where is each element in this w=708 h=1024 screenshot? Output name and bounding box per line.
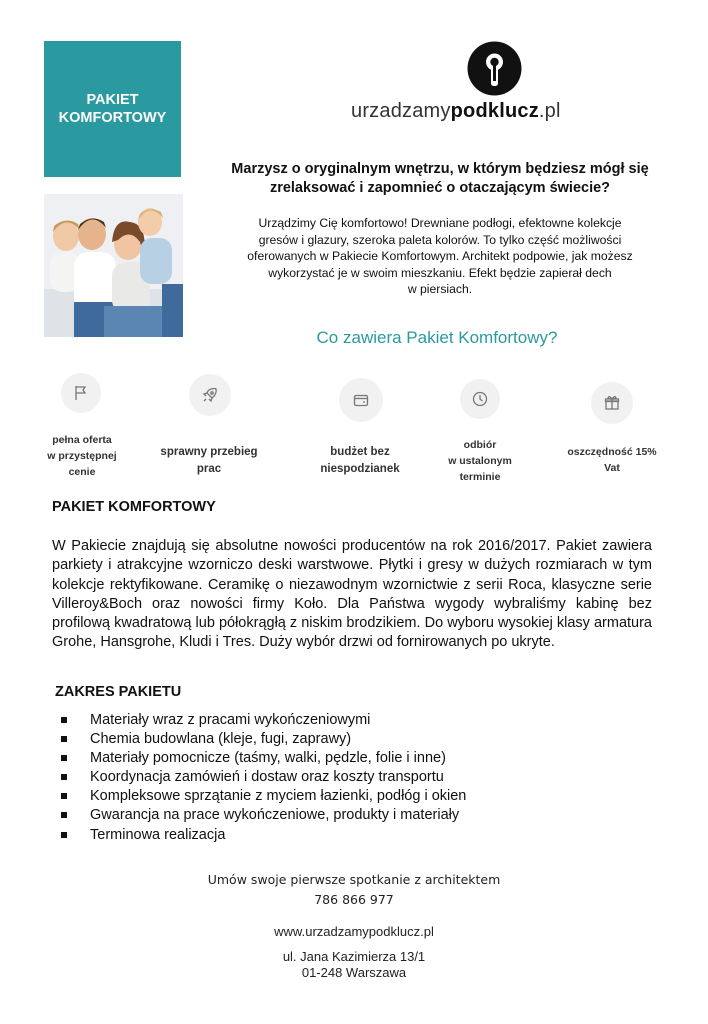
feature-label-line: sprawny przebieg — [160, 446, 258, 458]
feature-label-line: w przystępnej — [47, 450, 117, 462]
feature-label-offer — [34, 432, 130, 480]
pakiet-title: PAKIET KOMFORTOWY — [52, 499, 216, 515]
logo-text-light: urzadzamy — [351, 100, 451, 122]
list-item: Materiały wraz z pracami wykończeniowymi — [58, 711, 466, 730]
clock-icon — [460, 379, 500, 419]
intro-line: w piersiach. — [407, 282, 473, 296]
intro-paragraph — [226, 215, 654, 298]
feature-label-line: terminie — [459, 471, 501, 483]
intro-line: wykorzystać je w swoim mieszkaniu. Efekt będzie zapierał dech — [268, 265, 612, 280]
feature-label-line: prac — [196, 463, 222, 475]
intro-line: gresów i glazury, szeroka paleta kolorów. To tylko część możliwości — [258, 232, 622, 247]
package-badge-line1: PAKIET — [86, 92, 139, 108]
pakiet-body: W Pakiecie znajdują się absolutne nowości producentów na rok 2016/2017. Pakiet zawiera parkiety i atrakcyjne wzorniczo deski warstwowe. Płytki i gresy w dużych rozmiarach w tym kolekcje rektyfikowane. Ceramikę o niezawodnym wzornictwie z serii Roca, klasyczne serie Villeroy&Boch oraz nowości firmy Koło. Dla Państwa wygody wybraliśmy kabinę bez profilową kwadratową lub półokrągłą z niskim brodzikiem. Do wyboru wysokiej klasy armatura Grohe, Hansgrohe, Kludi i Tres. Duży wybór drzwi od fornirowanych po ukryte. — [52, 538, 652, 651]
headline: Marzysz o oryginalnym wnętrzu, w którym będziesz mógł się zrelaksować i zapomnieć o otaczającym świecie? — [231, 161, 649, 196]
footer-cta: Umów swoje pierwsze spotkanie z architektem — [207, 872, 501, 887]
rocket-icon — [189, 374, 231, 416]
feature-label-line: Vat — [604, 462, 620, 474]
logo-text-bold: podklucz — [450, 100, 539, 122]
feature-label-line: pełna oferta — [52, 434, 112, 446]
list-item: Kompleksowe sprzątanie z myciem łazienki, podłóg i okien — [58, 787, 466, 806]
intro-line: Urządzimy Cię komfortowo! Drewniane podłogi, efektowne kolekcje — [258, 216, 622, 230]
package-badge-line2: KOMFORTOWY — [58, 110, 167, 126]
feature-label-process — [150, 444, 268, 478]
zakres-list — [58, 711, 466, 845]
list-item: Gwarancja na prace wykończeniowe, produkty i materiały — [58, 806, 466, 825]
family-photo-illustration — [44, 194, 183, 337]
wallet-icon — [339, 378, 383, 422]
feature-label-line: cenie — [68, 466, 96, 478]
feature-label-line: oszczędność 15% — [567, 446, 657, 458]
feature-label-deadline — [430, 437, 530, 485]
package-badge — [44, 41, 181, 177]
logo-wordmark — [351, 100, 591, 123]
intro-line: oferowanych w Pakiecie Komfortowym. Architekt podpowie, jak możesz — [247, 249, 633, 263]
section-question: Co zawiera Pakiet Komfortowy? — [316, 328, 558, 347]
feature-label-savings — [554, 444, 670, 476]
feature-label-line: niespodzianek — [320, 463, 400, 475]
feature-label-line: budżet bez — [330, 446, 390, 458]
keyhole-logo-icon — [466, 40, 523, 97]
list-item: Chemia budowlana (kleje, fugi, zaprawy) — [58, 730, 466, 749]
footer-website-link[interactable]: www.urzadzamypodklucz.pl — [274, 924, 434, 939]
flag-icon — [61, 373, 101, 413]
list-item: Koordynacja zamówień i dostaw oraz koszty transportu — [58, 768, 466, 787]
gift-icon — [591, 382, 633, 424]
list-item: Terminowa realizacja — [58, 826, 466, 845]
footer-address-city: 01-248 Warszawa — [301, 965, 407, 980]
logo-text-tld: .pl — [538, 100, 561, 122]
feature-label-line: w ustalonym — [448, 455, 512, 467]
feature-label-budget — [305, 444, 415, 478]
footer-address-street: ul. Jana Kazimierza 13/1 — [282, 949, 426, 964]
zakres-title: ZAKRES PAKIETU — [55, 684, 182, 700]
footer-phone[interactable]: 786 866 977 — [314, 892, 394, 907]
list-item: Materiały pomocnicze (taśmy, walki, pędzle, folie i inne) — [58, 749, 466, 768]
feature-label-line: odbiór — [463, 439, 497, 451]
family-photo — [44, 194, 183, 337]
